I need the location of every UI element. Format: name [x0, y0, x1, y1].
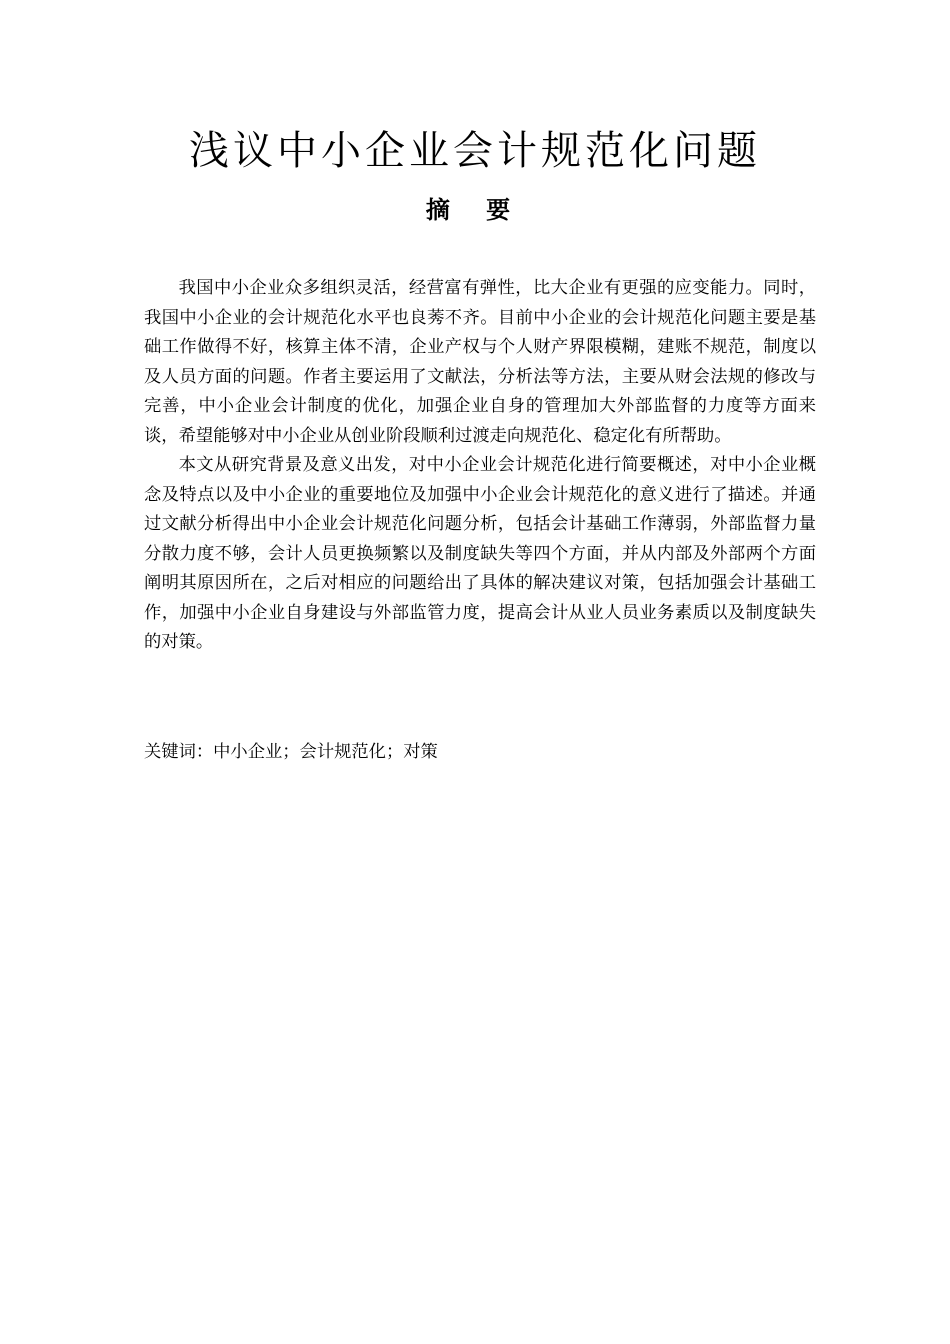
document-title: 浅议中小企业会计规范化问题 [189, 128, 761, 174]
keywords-line: 关键词：中小企业；会计规范化；对策 [144, 742, 438, 762]
abstract-heading: 摘 要 [425, 196, 525, 224]
abstract-body [144, 274, 816, 658]
abstract-paragraph: 我国中小企业众多组织灵活，经营富有弹性，比大企业有更强的应变能力。同时，我国中小企业的会计规范化水平也良莠不齐。目前中小企业的会计规范化问题主要是基础工作做得不好，核算主体不清，企业产权与个人财产界限模糊，建账不规范，制度以及人员方面的问题。作者主要运用了文献法，分析法等方法，主要从财会法规的修改与完善，中小企业会计制度的优化，加强企业自身的管理加大外部监督的力度等方面来谈，希望能够对中小企业从创业阶段顺利过渡走向规范化、稳定化有所帮助。 [144, 278, 816, 446]
abstract-paragraph: 本文从研究背景及意义出发，对中小企业会计规范化进行简要概述，对中小企业概念及特点以及中小企业的重要地位及加强中小企业会计规范化的意义进行了描述。并通过文献分析得出中小企业会计规范化问题分析，包括会计基础工作薄弱，外部监督力量分散力度不够，会计人员更换频繁以及制度缺失等四个方面，并从内部及外部两个方面阐明其原因所在，之后对相应的问题给出了具体的解决建议对策，包括加强会计基础工作，加强中小企业自身建设与外部监管力度，提高会计从业人员业务素质以及制度缺失的对策。 [144, 455, 816, 652]
